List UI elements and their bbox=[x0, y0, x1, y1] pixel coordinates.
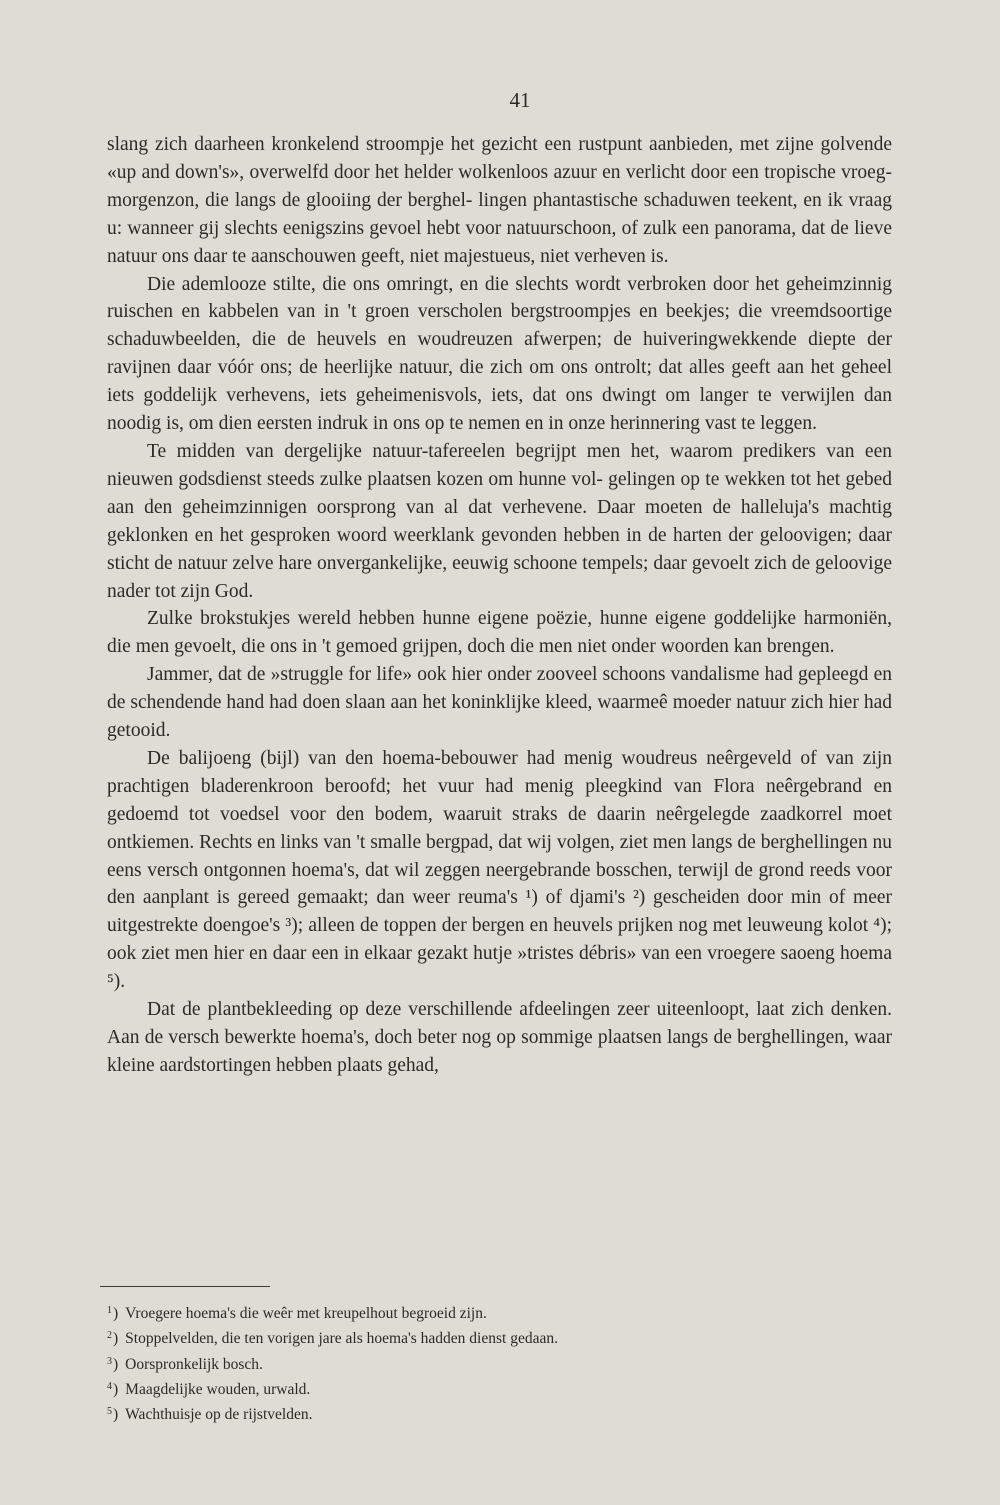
footnote-text: Oorspronkelijk bosch. bbox=[125, 1355, 263, 1373]
footnote bbox=[107, 1351, 892, 1376]
footnote-mark: 3 bbox=[107, 1355, 112, 1367]
paragraph: De balijoeng (bijl) van den hoema-bebouwer had menig woudreus neêrgeveld of van zijn prachtigen bladerenkroon beroofd; het vuur had menig pleegkind van Flora neêrgebrand en gedoemd tot voedsel voor den bodem, waaruit straks de daarin neêrgelegde zaadkorrel moet ontkiemen. Rechts en links van 't smalle bergpad, dat wij volgen, ziet men langs de berghellingen nu eens versch ontgonnen hoema's, dat wil zeggen neergebrande bosschen, terwijl de grond reeds voor den aanplant is gereed gemaakt; dan weer reuma's ¹) of djami's ²) gescheiden door min of meer uitgestrekte doengoe's ³); alleen de toppen der bergen en heuvels prijken nog met leuweung kolot ⁴); ook ziet men hier en daar een in elkaar gezakt hutje »tristes débris» van een vroegere saoeng hoema ⁵). bbox=[107, 747, 892, 993]
footnote-paren: ) bbox=[113, 1330, 119, 1348]
body-text bbox=[107, 131, 892, 1080]
footnote-text: Vroegere hoema's die weêr met kreupelhout begroeid zijn. bbox=[125, 1305, 487, 1322]
footnote bbox=[107, 1300, 892, 1325]
footnote-mark: 5 bbox=[107, 1406, 112, 1418]
paragraph: Jammer, dat de »struggle for life» ook hier onder zooveel schoons vandalisme had gepleegd en de schendende hand had doen slaan aan het koninklijke kleed, waarmeê moeder natuur zich hier had getooid. bbox=[107, 664, 892, 742]
footnote bbox=[107, 1401, 892, 1426]
footnote bbox=[107, 1376, 892, 1401]
footnote-paren: ) bbox=[113, 1380, 119, 1398]
footnote-paren: ) bbox=[113, 1406, 119, 1424]
footnote-text: Wachthuisje op de rijstvelden. bbox=[125, 1406, 313, 1424]
footnotes bbox=[107, 1300, 892, 1426]
paragraph: Die ademlooze stilte, die ons omringt, en die slechts wordt verbroken door het geheimzinnig ruischen en kabbelen van in 't groen verscholen bergstroompjes en beekjes; die vreemdsoortige schaduwbeelden, die de heuvels en woudreuzen afwerpen; de huiveringwekkende diepte der ravijnen daar vóór ons; de heerlijke natuur, die zich om ons ontrolt; dat alles geeft aan het geheel iets goddelijk verhevens, iets geheimenisvols, iets, dat ons dwingt om langer te verwijlen dan noodig is, om dien eersten indruk in ons op te nemen en in onze herinnering vast te leggen. bbox=[107, 273, 892, 435]
footnote bbox=[107, 1325, 892, 1350]
paragraph: Dat de plantbekleeding op deze verschillende afdeelingen zeer uiteenloopt, laat zich denken. Aan de versch bewerkte hoema's, doch beter nog op sommige plaatsen langs de berghellingen, waar kleine aardstortingen hebben plaats gehad, bbox=[107, 999, 892, 1076]
page-number: 41 bbox=[509, 88, 531, 112]
footnote-paren: ) bbox=[113, 1355, 119, 1373]
footnote-mark: 1 bbox=[107, 1305, 112, 1316]
footnote-mark: 4 bbox=[107, 1380, 112, 1392]
footnote-mark: 2 bbox=[107, 1330, 112, 1342]
paragraph: slang zich daarheen kronkelend stroompje het gezicht een rustpunt aanbieden, met zijne golvende «up and down's», overwelfd door het helder wolkenloos azuur en verlicht door een tropische vroeg-morgenzon, die langs de glooiing der berghel- lingen phantastische schaduwen teekent, en ik vraag u: wanneer gij slechts eenigszins gevoel hebt voor natuurschoon, of zulk een panorama, dat de lieve natuur ons daar te aanschouwen geeft, niet majestueus, niet verheven is. bbox=[107, 134, 892, 267]
paragraph: Zulke brokstukjes wereld hebben hunne eigene poëzie, hunne eigene goddelijke harmoniën, die men gevoelt, die ons in 't gemoed grijpen, doch die men niet onder woorden kan brengen. bbox=[107, 608, 892, 658]
footnote-paren: ) bbox=[113, 1305, 119, 1322]
footnote-separator bbox=[100, 1286, 270, 1287]
footnote-text: Stoppelvelden, die ten vorigen jare als hoema's hadden dienst gedaan. bbox=[125, 1330, 558, 1348]
paragraph: Te midden van dergelijke natuur-tafereelen begrijpt men het, waarom predikers van een nieuwen godsdienst steeds zulke plaatsen kozen om hunne vol- gelingen op te wekken tot het gebed aan den geheimzinnigen oorsprong van al dat verhevene. Daar moeten de halleluja's machtig geklonken en het gesproken woord weerklank gevonden hebben in de harten der geloovigen; daar sticht de natuur zelve hare onvergankelijke, eeuwig schoone tempels; daar gevoelt zich de geloovige nader tot zijn God. bbox=[107, 440, 892, 602]
footnote-text: Maagdelijke wouden, urwald. bbox=[125, 1380, 311, 1398]
